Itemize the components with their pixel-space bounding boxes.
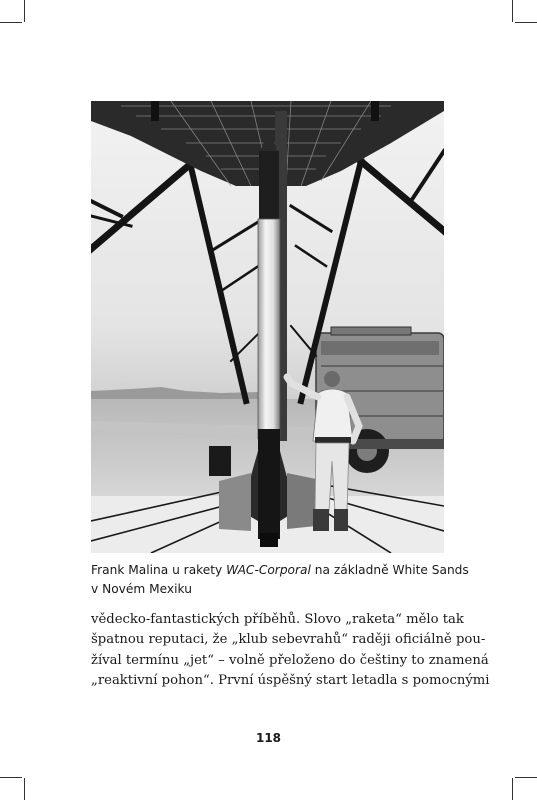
body-line: „reaktivní pohon“. První úspěšný start letadla s pomocnými [91, 673, 490, 689]
crop-mark-top-left-h [0, 22, 22, 23]
crop-mark-bottom-right [512, 778, 513, 800]
page-number: 118 [255, 731, 282, 745]
body-line: vědecko-fantastických příběhů. Slovo „raketa“ mělo tak [91, 612, 464, 627]
crop-mark-bottom-left-h [0, 777, 22, 778]
caption-line-1 [91, 561, 469, 580]
caption-prefix: Frank Malina u rakety [91, 563, 227, 577]
caption-rocket-name: WAC-Corporal [226, 563, 311, 577]
crop-mark-top-right [512, 0, 513, 22]
caption-line-2: v Novém Mexiku [91, 581, 192, 596]
body-paragraph [91, 610, 490, 692]
caption-suffix: na základně White Sands [310, 563, 469, 577]
crop-mark-top-right-h [515, 22, 537, 23]
crop-mark-top-left [24, 0, 25, 22]
photo-caption [91, 561, 469, 598]
rocket-photograph [91, 101, 444, 553]
crop-mark-bottom-right-h [515, 777, 537, 778]
body-line: žíval termínu „jet“ – volně přeloženo do češtiny to znamená [91, 652, 489, 668]
body-line: špatnou reputaci, že „klub sebevrahů“ raději oficiálně pou- [91, 632, 486, 648]
crop-mark-bottom-left [24, 778, 25, 800]
